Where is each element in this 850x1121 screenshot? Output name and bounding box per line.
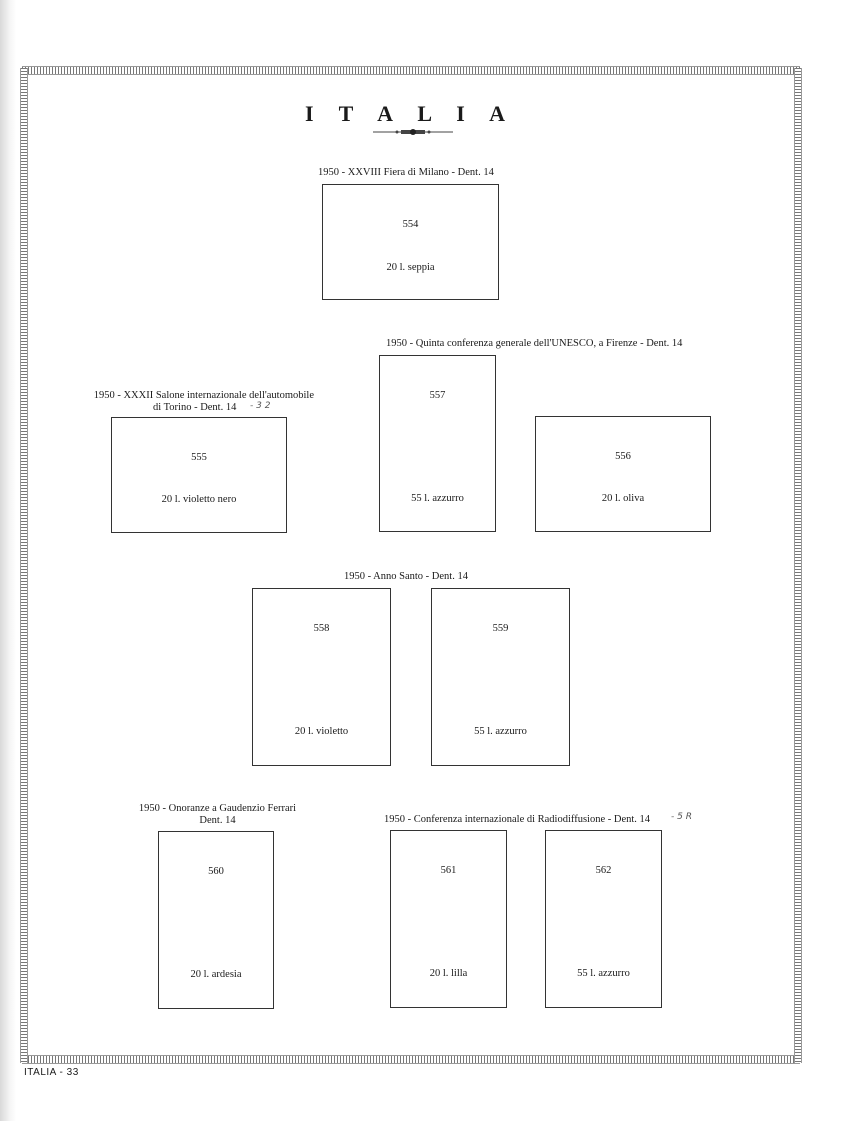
stamp-number: 559 bbox=[492, 623, 509, 634]
bottom-border bbox=[22, 1055, 800, 1064]
stamp-number: 560 bbox=[208, 866, 224, 877]
set-title-gaudenzio-ferrari-line2: Dent. 14 bbox=[199, 815, 236, 826]
stamp-space-557 bbox=[379, 355, 496, 532]
stamp-value: 20 l. violetto nero bbox=[161, 494, 237, 505]
stamp-space-559 bbox=[431, 588, 570, 766]
handwritten-note: - 5 R bbox=[671, 812, 692, 822]
page-footer: ITALIA - 33 bbox=[24, 1067, 79, 1078]
stamp-space-558 bbox=[252, 588, 391, 766]
stamp-value: 20 l. violetto bbox=[294, 726, 349, 737]
stamp-value: 20 l. oliva bbox=[601, 493, 645, 504]
stamp-space-562 bbox=[545, 830, 662, 1008]
stamp-value: 20 l. lilla bbox=[429, 968, 468, 979]
stamp-value: 55 l. azzurro bbox=[577, 968, 630, 979]
stamp-number: 556 bbox=[615, 451, 631, 462]
set-title-salone-automobile-line2: di Torino - Dent. 14 bbox=[153, 402, 237, 413]
set-title-radiodiffusione: 1950 - Conferenza internazionale di Radiodiffusione - Dent. 14 bbox=[384, 814, 651, 825]
stamp-value: 55 l. azzurro bbox=[474, 726, 527, 737]
page-edge-shadow bbox=[0, 0, 16, 1121]
stamp-number: 562 bbox=[595, 865, 612, 876]
right-border bbox=[794, 68, 802, 1063]
stamp-number: 554 bbox=[402, 219, 419, 230]
stamp-space-555 bbox=[111, 417, 287, 533]
page-title: I T A L I A bbox=[304, 101, 516, 126]
stamp-number: 557 bbox=[429, 390, 446, 401]
handwritten-note: - 3 2 bbox=[250, 401, 271, 411]
stamp-space-556 bbox=[535, 416, 711, 532]
stamp-value: 55 l. azzurro bbox=[411, 493, 464, 504]
stamp-number: 558 bbox=[313, 623, 330, 634]
left-border bbox=[20, 68, 28, 1063]
set-title-unesco: 1950 - Quinta conferenza generale dell'UNESCO, a Firenze - Dent. 14 bbox=[386, 338, 683, 349]
set-title-fiera-milano: 1950 - XXVIII Fiera di Milano - Dent. 14 bbox=[318, 167, 494, 178]
top-border bbox=[22, 66, 800, 75]
stamp-value: 20 l. seppia bbox=[386, 262, 435, 273]
stamp-number: 561 bbox=[440, 865, 457, 876]
stamp-space-560 bbox=[158, 831, 274, 1009]
set-title-gaudenzio-ferrari-line1: 1950 - Onoranze a Gaudenzio Ferrari bbox=[138, 803, 297, 814]
stamp-space-554 bbox=[322, 184, 499, 300]
set-title-anno-santo: 1950 - Anno Santo - Dent. 14 bbox=[344, 571, 468, 582]
stamp-value: 20 l. ardesia bbox=[190, 969, 242, 980]
stamp-number: 555 bbox=[191, 452, 207, 463]
set-title-salone-automobile-line1: 1950 - XXXII Salone internazionale dell'automobile bbox=[93, 390, 314, 401]
title-ornament-icon bbox=[373, 127, 453, 137]
stamp-space-561 bbox=[390, 830, 507, 1008]
